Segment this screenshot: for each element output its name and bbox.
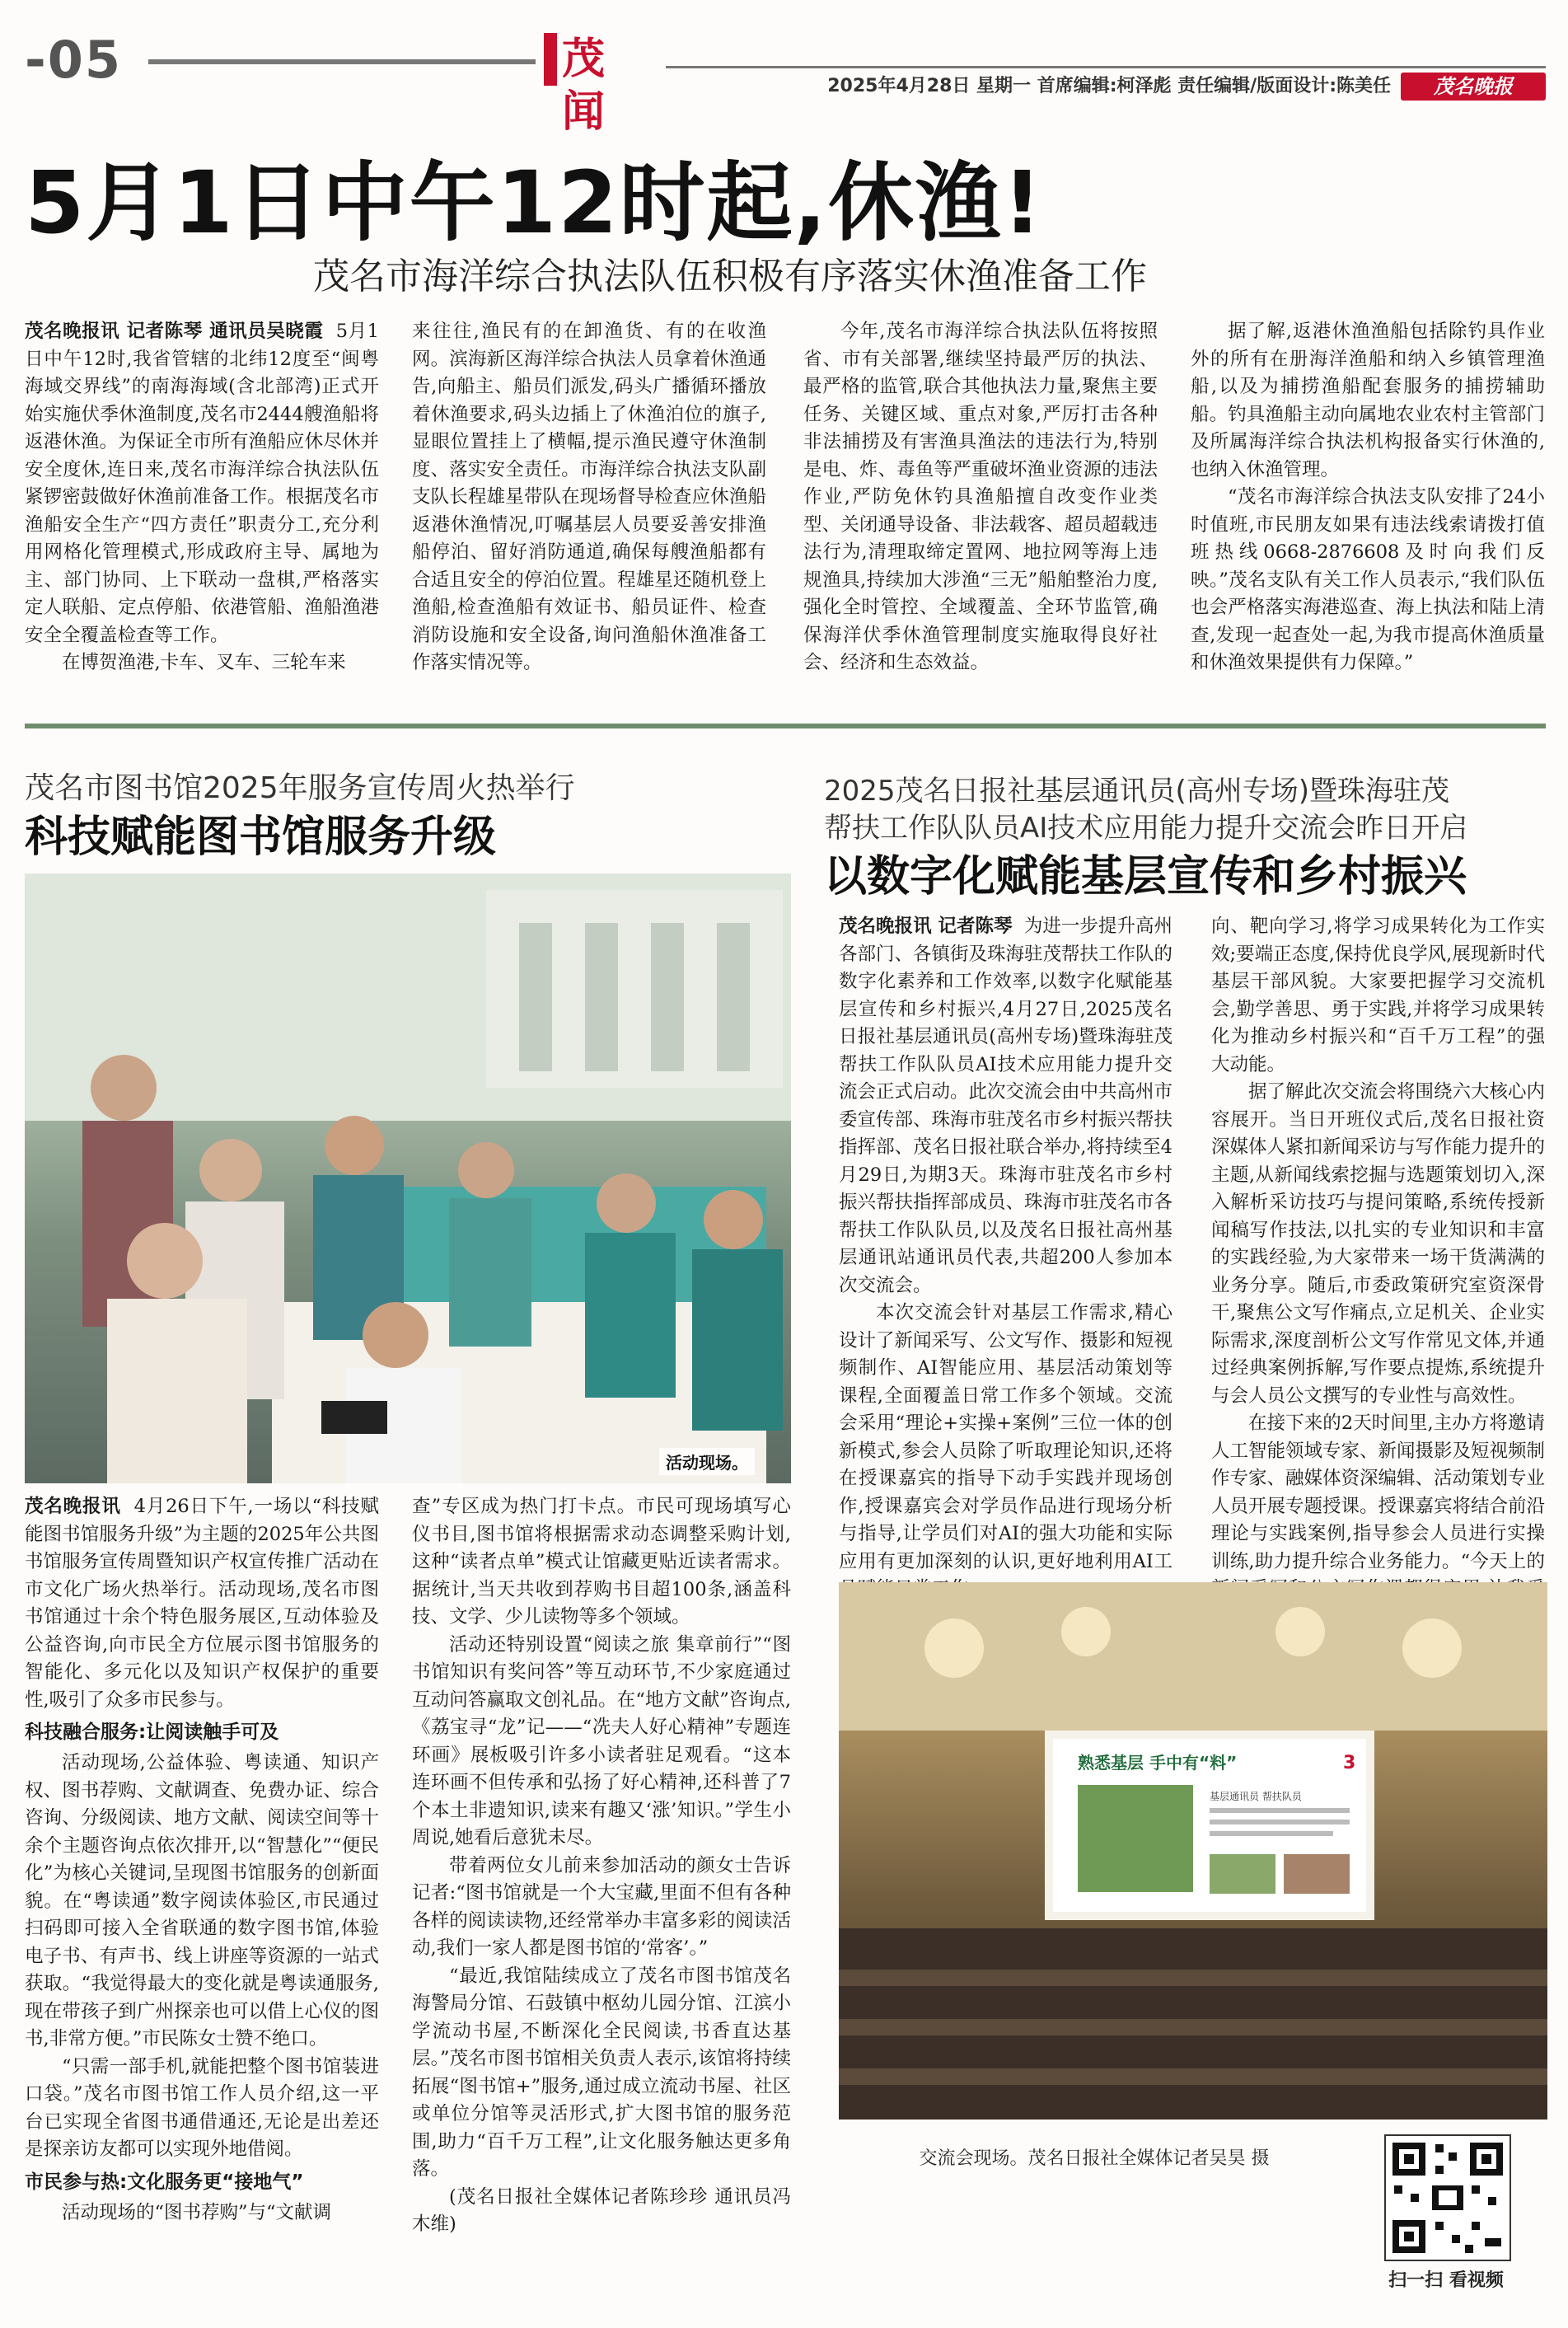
section-bar [544,33,557,86]
slide-title: 熟悉基层 手中有“料” [1078,1753,1238,1773]
qr-code[interactable] [1384,2134,1511,2261]
ai-kicker-line-1: 2025茂名日报社基层通讯员(高州专场)暨珠海驻茂 [824,775,1450,808]
lead-paragraph: 茂名晚报讯 记者陈琴 通讯员吴晓霞 5月1日中午12时,我省管辖的北纬12度至“闽粤海域交界线”的南海海域(含北部湾)正式开始实施伏季休渔制度,茂名市2444艘渔船将返港休渔。为保证全市所有渔船应休尽休并安全度休,连日来,茂名市海洋综合执法队伍紧锣密鼓做好休渔前准备工作。根据茂名市渔船安全生产“四方责任”职责分工,充分利用网格化管理模式,形成政府主导、属地为主、部门协同、上下联动一盘棋,严格落实定人联船、定点停船、依港管船、渔船渔港安全全覆盖检查等工作。 [25,321,379,646]
lead-paragraph: 据了解,返港休渔渔船包括除钓具作业外的所有在册海洋渔船和纳入乡镇管理渔船,以及为捕捞渔船配套服务的捕捞辅助船。钓具渔船主动向属地农业农村主管部门及所属海洋综合执法机构报备实行休渔的,也纳入休渔管理。 [1191,321,1545,480]
ai-kicker-line-2: 帮扶工作队队员AI技术应用能力提升交流会昨日开启 [824,812,1468,845]
lead-column-4 [1191,318,1545,677]
ai-paragraph: 据了解此次交流会将围绕六大核心内容展开。当日开班仪式后,茂名日报社资深媒体人紧扣新闻采访与写作能力提升的主题,从新闻线索挖掘与选题策划切入,深入解析采访技巧与提问策略,系统传授新闻稿写作技法,以扎实的专业知识和丰富的实践经验,为大家带来一场干货满满的业务分享。随后,市委政策研究室资深骨干,聚焦公文写作痛点,立足机关、企业实际需求,深度剖析公文写作常见文体,并通过经典案例拆解,写作要点提炼,系统提升与会人员公文撰写的专业性与高效性。 [1211,1081,1546,1407]
library-subhead: 科技融合服务:让阅读触手可及 [25,1721,279,1743]
library-paragraph: 活动现场,公益体验、粤读通、知识产权、图书荐购、文献调查、免费办证、综合咨询、分级阅读、地方文献、阅读空间等十余个主题咨询点依次排开,以“智慧化”“便民化”为核心关键词,呈现图书馆服务的创新面貌。在“粤读通”数字阅读体验区,市民通过扫码即可接入全省联通的数字图书馆,体验电子书、有声书、线上讲座等资源的一站式获取。“我觉得最大的变化就是粤读通服务,现在带孩子到广州探亲也可以借上心仪的图书,非常方便。”市民陈女士赞不绝口。 [25,1752,379,2049]
dateline: 2025年4月28日 星期一 首席编辑:柯泽彪 责任编辑/版面设计:陈美任 [827,76,1391,96]
library-paragraph: 茂名晚报讯 4月26日下午,一场以“科技赋能图书馆服务升级”为主题的2025年公共图书馆服务宣传周暨知识产权宣传推广活动在市文化广场火热举行。活动现场,茂名市图书馆通过十余个特色服务展区,互动体验及公益咨询,向市民全方位展示图书馆服务的智能化、多元化以及知识产权保护的重要性,吸引了众多市民参与。 [25,1496,379,1711]
slide-subtitle: 基层通讯员 帮扶队员 [1210,1791,1302,1802]
lead-column-1 [25,318,379,677]
library-column-2 [412,1493,791,2239]
section-title: 茂闻 [562,35,609,137]
lead-paragraph: 来往往,渔民有的在卸渔货、有的在收渔网。滨海新区海洋综合执法人员拿着休渔通告,向船主、船员们派发,码头广播循环播放着休渔要求,码头边插上了休渔泊位的旗子,显眼位置挂上了横幅,提示渔民遵守休渔制度、落实安全责任。市海洋综合执法支队副支队长程雄星带队在现场督导检查应休渔船返港休渔情况,叮嘱基层人员要妥善安排渔船停泊、留好消防通道,确保每艘渔船都有合适且安全的停泊位置。程雄星还随机登上渔船,检查渔船有效证书、船员证件、检查消防设施和安全设备,询问渔船休渔准备工作落实情况等。 [412,321,766,673]
lead-subheadline: 茂名市海洋综合执法队伍积极有序落实休渔准备工作 [313,255,1147,297]
lead-paragraph: 今年,茂名市海洋综合执法队伍将按照省、市有关部署,继续坚持最严厉的执法、最严格的监管,联合其他执法力量,聚焦主要任务、关键区域、重点对象,严厉打击各种非法捕捞及有害渔具渔法的违法行为,特别是电、炸、毒鱼等严重破坏渔业资源的违法作业,严防免休钓具渔船擅自改变作业类型、关闭通导设备、非法载客、超员超载违法行为,清理取缔定置网、地拉网等海上违规渔具,持续加大涉渔“三无”船舶整治力度,强化全时管控、全域覆盖、全环节监管,确保海洋伏季休渔管理制度实施取得良好社会、经济和生态效益。 [803,321,1158,673]
library-photo-caption: 活动现场。 [659,1448,755,1475]
conference-photo [839,1582,1547,2120]
conference-photo-illustration [839,1582,1547,2120]
library-column-1 [25,1493,379,2227]
library-paragraph: 查”专区成为热门打卡点。市民可现场填写心仪书目,图书馆将根据需求动态调整采购计划,这种“读者点单”模式让馆藏更贴近读者需求。据统计,当天共收到荐购书目超100条,涵盖科技、文学、少儿读物等多个领域。 [412,1496,791,1628]
ai-byline: 茂名晚报讯 记者陈琴 [839,916,1013,937]
library-title: 科技赋能图书馆服务升级 [25,813,497,862]
section-mark [544,33,651,137]
newspaper-logo: 茂名晚报 [1401,73,1546,101]
section-divider [25,724,1546,728]
library-event-photo [25,874,791,1483]
lead-paragraph: “茂名市海洋综合执法支队安排了24小时值班,市民朋友如果有违法线索请拨打值班热线0668-2876608及时向我们反映。”茂名支队有关工作人员表示,“我们队伍也会严格落实海港巡查、海上执法和陆上清查,发现一起查处一起,为我市提高休渔质量和休渔效果提供有力保障。” [1191,486,1545,673]
library-paragraph: “只需一部手机,就能把整个图书馆装进口袋。”茂名市图书馆工作人员介绍,这一平台已实现全省图书通借通还,无论是出差还是探亲访友都可以实现外地借阅。 [25,2055,379,2160]
library-credit: (茂名日报社全媒体记者陈珍珍 通讯员冯木维) [412,2185,791,2235]
library-paragraph: 活动还特别设置“阅读之旅 集章前行”“图书馆知识有奖问答”等互动环节,不少家庭通过互动问答赢取文创礼品。在“地方文献”咨询点,《荔宝寻“龙”记——“冼夫人好心精神”专题连环画》展板吸引许多小读者驻足观看。“这本连环画不但传承和弘扬了好心精神,还科普了7个本土非遗知识,读来有趣又‘涨’知识。”学生小周说,她看后意犹未尽。 [412,1633,791,1848]
library-paragraph: 活动现场的“图书荐购”与“文献调 [62,2201,332,2223]
lead-headline: 5月1日中午12时起,休渔! [25,152,1044,253]
qr-code-graphic [1386,2136,1509,2260]
conference-photo-caption: 交流会现场。茂名日报社全媒体记者吴昊 摄 [919,2148,1270,2169]
ai-column-2 [1211,913,1545,1659]
qr-label: 扫一扫 看视频 [1388,2270,1504,2291]
slide-number: 3 [1343,1753,1356,1773]
ai-paragraph: 本次交流会针对基层工作需求,精心设计了新闻采写、公文写作、摄影和短视频制作、AI智能应用、基层活动策划等课程,全面覆盖日常工作多个领域。交流会采用“理论+实操+案例”三位一体的创新模式,参会人员除了听取理论知识,还将在授课嘉宾的指导下动手实践并现场创作,授课嘉宾会对学员作品进行现场分析与指导,让学员们对AI的强大功能和实际应用有更加深刻的认识,更好地利用AI工 [839,1302,1173,1572]
ai-paragraph: 向、靶向学习,将学习成果转化为工作实效;要端正态度,保持优良学风,展现新时代基层干部风貌。大家要把握学习交流机会,勤学善思、勇于实践,并将学习成果转化为推动乡村振兴和“百千万工程”的强大动能。 [1211,916,1545,1075]
lead-column-2 [412,318,766,677]
header-rule-left [148,59,536,64]
library-photo-illustration [25,874,791,1483]
library-kicker: 茂名市图书馆2025年服务宣传周火热举行 [25,771,575,805]
library-subhead: 市民参与热:文化服务更“接地气” [25,2171,304,2193]
library-byline: 茂名晚报讯 [25,1496,121,1517]
ai-column-1 [839,913,1172,1686]
library-paragraph: “最近,我馆陆续成立了茂名市图书馆茂名海警局分馆、石鼓镇中枢幼儿园分馆、江滨小学流动书屋,不断深化全民阅读,书香直达基层。”茂名市图书馆相关负责人表示,该馆将持续拓展“图书馆+”服务,通过成立流动书屋、社区或单位分馆等灵活形式,扩大图书馆的服务范围,助力“百千万工程”,让文化服务触达更多角落。 [412,1965,791,2180]
header-rule-right [666,66,1546,68]
ai-paragraph: 在接下来的2天时间里,主办方将邀请人工智能领域专家、新闻摄影及短视频制作专家、融媒体资深编辑、活动策划专业人员开展专题授课。授课嘉宾将结合前沿理论与实践案例,指导参会人员进行实操训练,助力提升综合业务能力。“今天上的 [1211,1412,1546,1572]
library-paragraph: 带着两位女儿前来参加活动的颜女士告诉记者:“图书馆就是一个大宝藏,里面不但有各种各样的阅读读物,还经常举办丰富多彩的阅读活动,我们一家人都是图书馆的‘常客’。” [412,1854,791,1959]
ai-title: 以数字化赋能基层宣传和乡村振兴 [824,852,1467,902]
lead-column-3 [803,318,1158,677]
lead-paragraph: 在博贺渔港,卡车、叉车、三轮车来 [62,652,346,673]
page-number: -05 [25,30,123,90]
ai-paragraph: 茂名晚报讯 记者陈琴 为进一步提升高州各部门、各镇街及珠海驻茂帮扶工作队的数字化素养和工作效率,以数字化赋能基层宣传和乡村振兴,4月27日,2025茂名日报社基层通讯员(高州专场)暨珠海驻茂帮扶工作队队员AI技术应用能力提升交流会正式启动。此次交流会由中共高州市委宣传部、珠海市驻茂名市乡村振兴帮扶指挥部、茂名日报社联合举办,将持续至4月29日,为期3天。珠海市驻茂名市乡村振兴帮扶指挥部成员、珠海市驻茂名市各帮扶工作队队员,以及茂名日报社高州基层通讯站通讯员代表,共超200人参加本次交流会。 [839,916,1173,1296]
lead-byline: 茂名晚报讯 记者陈琴 通讯员吴晓霞 [25,321,324,342]
